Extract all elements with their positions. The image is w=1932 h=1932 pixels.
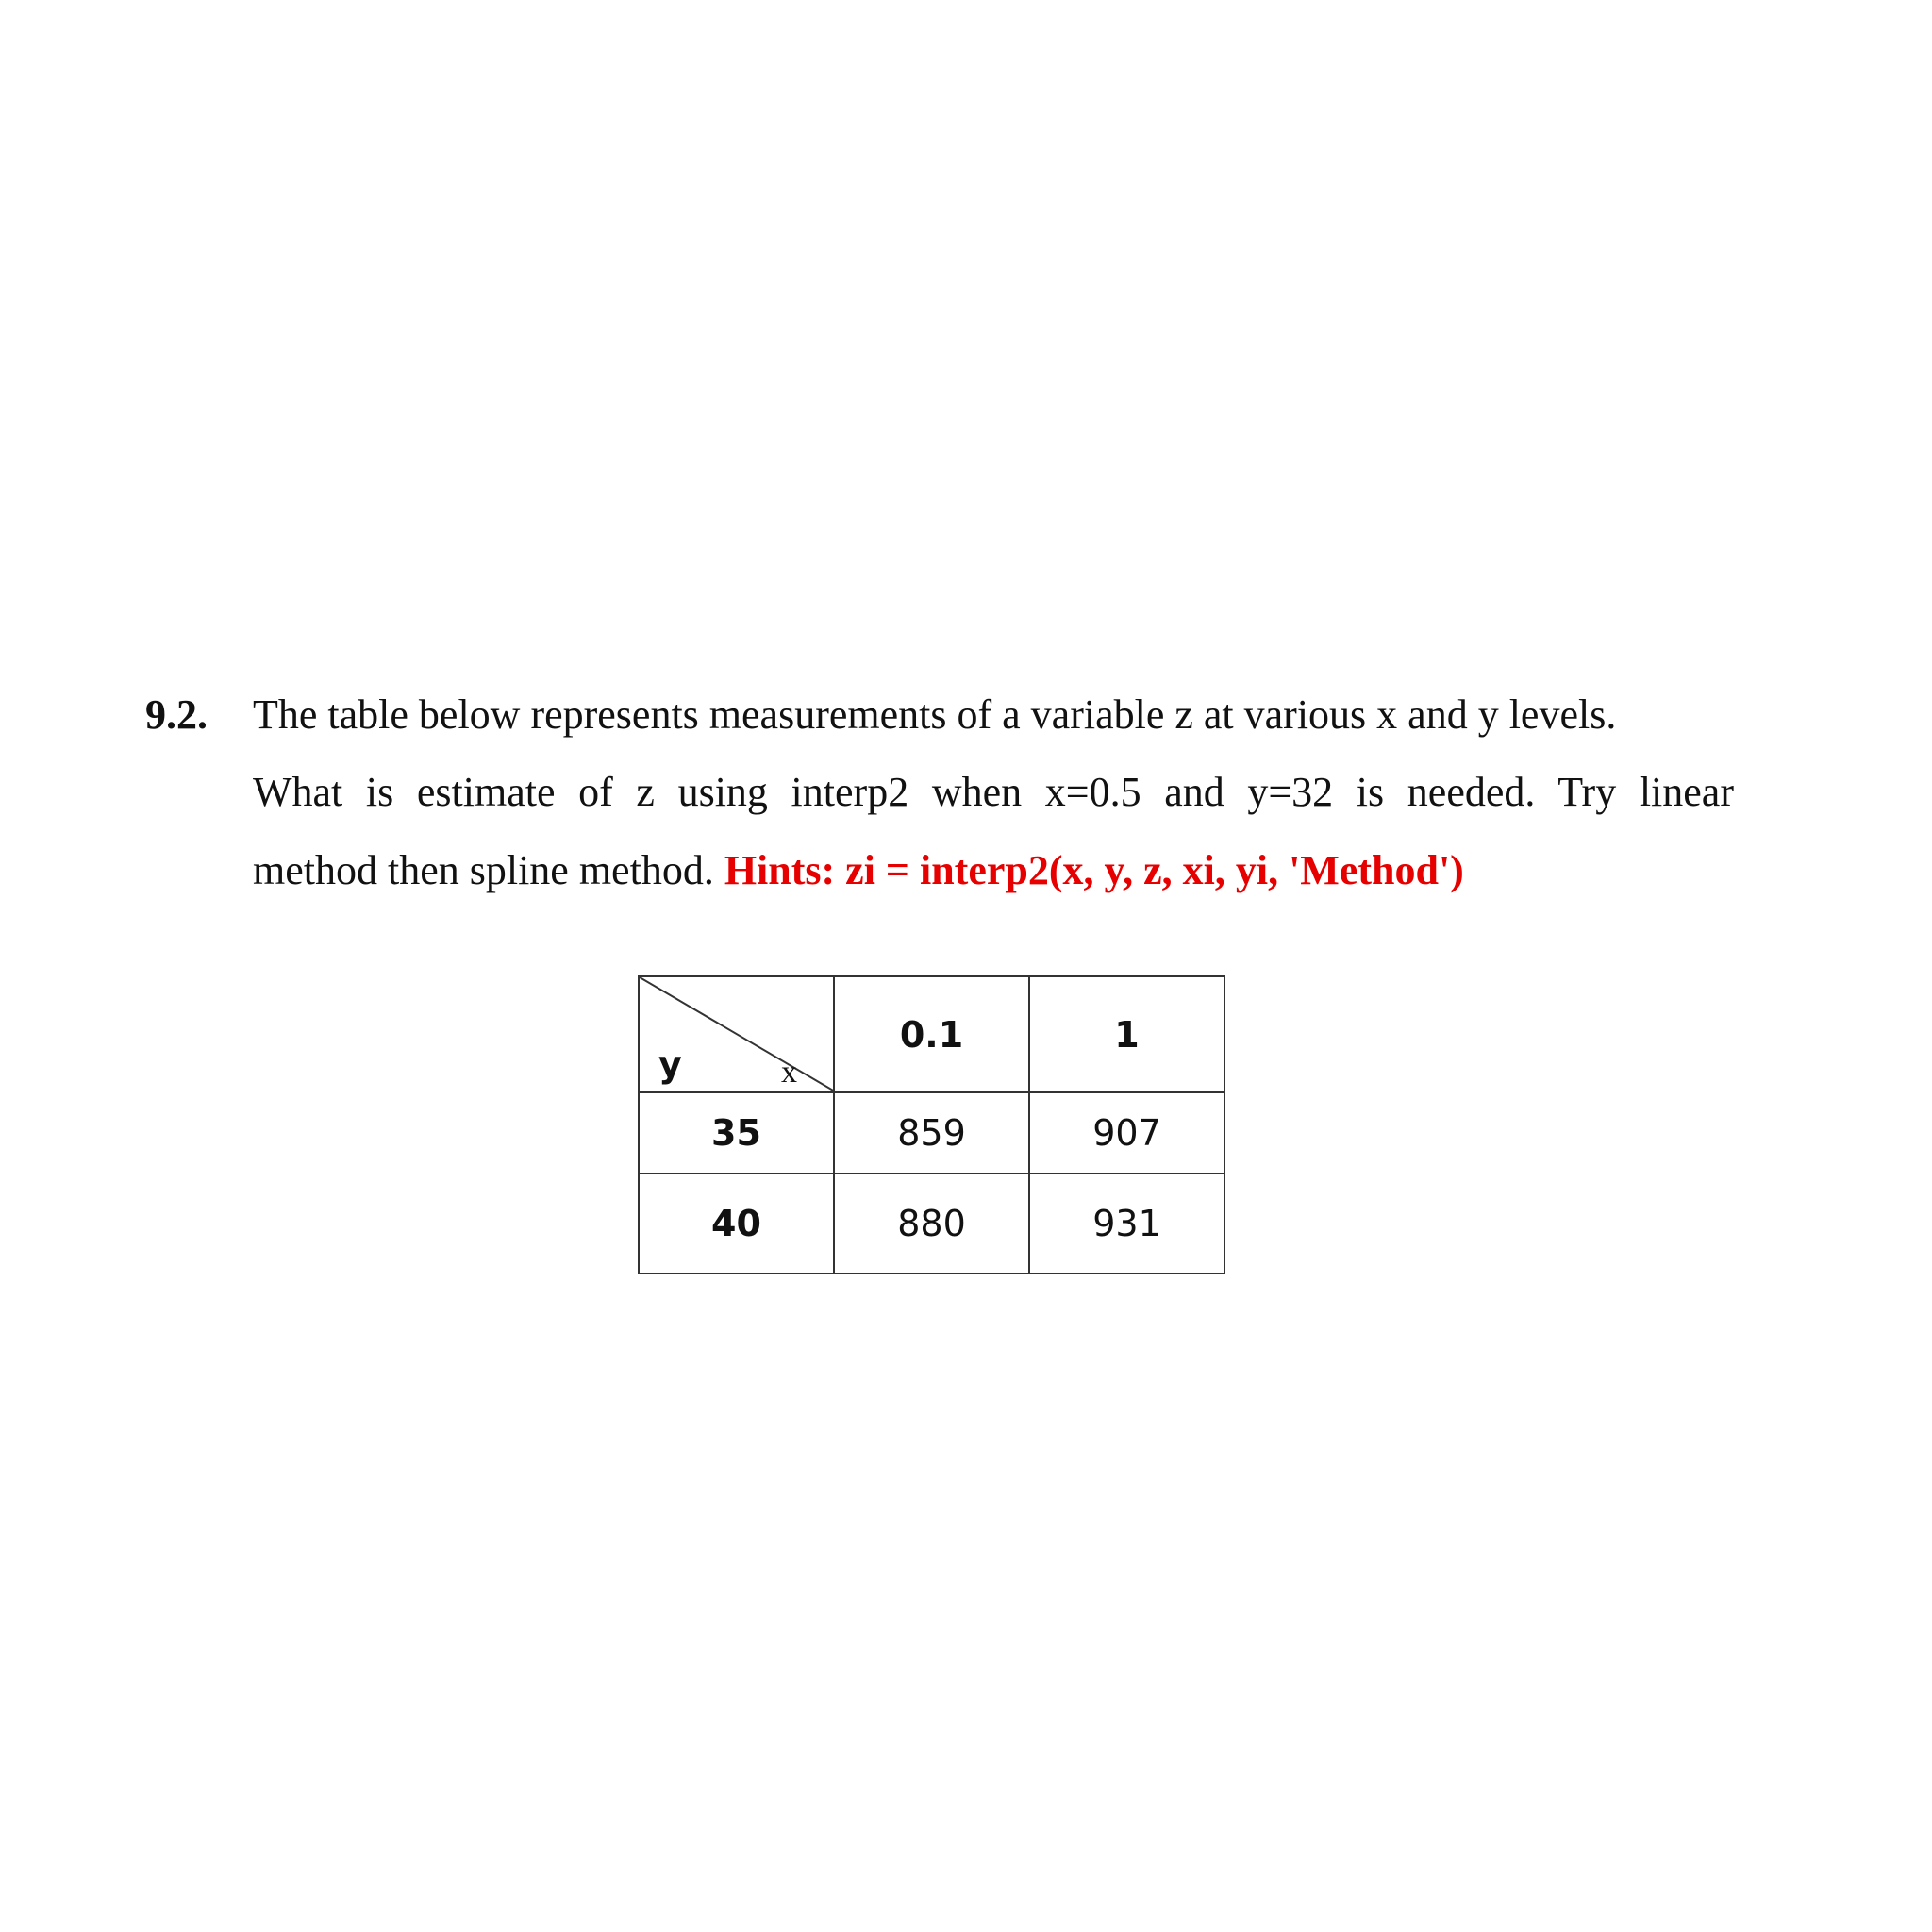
corner-y-label: y	[658, 1043, 682, 1085]
corner-cell	[639, 976, 834, 1092]
y-header-cell: 40	[639, 1174, 834, 1274]
table-row	[639, 1174, 1224, 1274]
problem-line-3	[253, 842, 1734, 899]
z-value-cell: 859	[834, 1092, 1029, 1174]
problem-number: 9.2.	[145, 691, 208, 738]
x-header-cell: 1	[1029, 976, 1224, 1092]
problem-line-2: What is estimate of z using interp2 when x=0.5 and y=32 is needed. Try linear	[253, 769, 1734, 815]
corner-x-label: x	[781, 1055, 797, 1090]
problem-line-3-text: method then spline method.	[253, 847, 714, 893]
z-value-cell: 931	[1029, 1174, 1224, 1274]
z-value-cell: 880	[834, 1174, 1029, 1274]
x-header-cell: 0.1	[834, 976, 1029, 1092]
y-header-cell: 35	[639, 1092, 834, 1174]
problem-line-1: The table below represents measurements of a variable z at various x and y levels.	[253, 691, 1617, 738]
hint-text: Hints: zi = interp2(x, y, z, xi, yi, 'Method')	[724, 847, 1464, 893]
data-table	[638, 975, 1225, 1274]
table-header-row	[639, 976, 1224, 1092]
table-row	[639, 1092, 1224, 1174]
z-value-cell: 907	[1029, 1092, 1224, 1174]
